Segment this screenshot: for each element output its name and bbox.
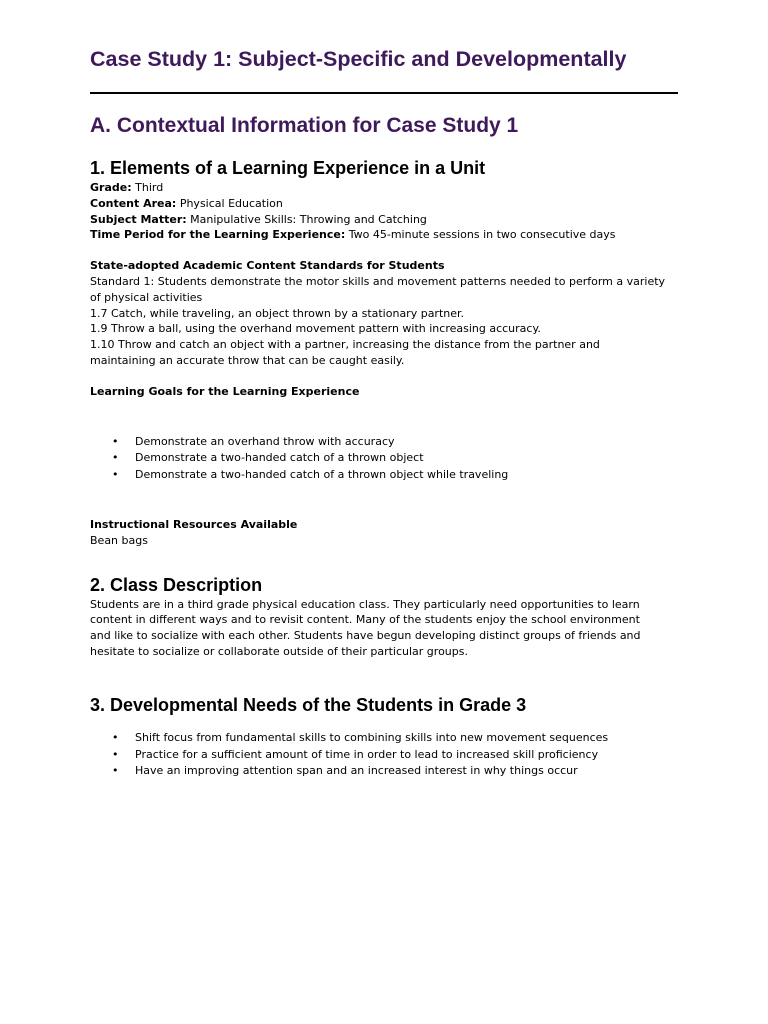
paragraph-line: hesitate to socialize or collaborate outside of their particular groups. <box>90 644 468 658</box>
standards-heading: State-adopted Academic Content Standards for Students <box>90 259 445 273</box>
list-item <box>90 434 680 451</box>
field-value: Physical Education <box>179 196 283 210</box>
class-description-text <box>90 597 680 660</box>
standards-line: maintaining an accurate throw that can be caught easily. <box>90 353 405 367</box>
field-content-area <box>90 196 680 212</box>
field-value: Two 45-minute sessions in two consecutive days <box>348 228 616 242</box>
goal-text: Demonstrate an overhand throw with accuracy <box>135 434 395 448</box>
title-divider <box>90 92 678 94</box>
bullet-icon: • <box>112 730 119 744</box>
need-text: Practice for a sufficient amount of time in order to lead to increased skill proficiency <box>135 747 599 761</box>
bullet-icon: • <box>112 747 119 761</box>
goal-text: Demonstrate a two-handed catch of a thrown object while traveling <box>135 468 509 482</box>
goals-list <box>90 434 680 484</box>
list-item <box>90 450 680 467</box>
bullet-icon: • <box>112 434 119 448</box>
list-item <box>90 747 680 764</box>
document-page <box>90 44 680 780</box>
developmental-needs-heading: 3. Developmental Needs of the Students in Grade 3 <box>90 694 527 715</box>
need-text: Have an improving attention span and an increased interest in why things occur <box>135 764 578 778</box>
standards-line: of physical activities <box>90 290 203 304</box>
paragraph-line: and like to socialize with each other. Students have begun developing distinct groups of friends and <box>90 629 641 643</box>
document-title: Case Study 1: Subject-Specific and Developmentally <box>90 47 627 71</box>
standards-line: 1.9 Throw a ball, using the overhand movement pattern with increasing accuracy. <box>90 322 541 336</box>
standards-line: Standard 1: Students demonstrate the motor skills and movement patterns needed to perform a variety <box>90 274 666 288</box>
developmental-needs-list <box>90 730 680 780</box>
resources-text: Bean bags <box>90 533 148 547</box>
field-subject-matter <box>90 212 680 228</box>
class-description-heading: 2. Class Description <box>90 574 263 595</box>
field-label: Subject Matter: <box>90 212 187 226</box>
list-item <box>90 730 680 747</box>
goals-heading: Learning Goals for the Learning Experience <box>90 384 360 398</box>
standards-block <box>90 258 680 369</box>
standards-line: 1.7 Catch, while traveling, an object thrown by a stationary partner. <box>90 306 465 320</box>
list-item <box>90 763 680 780</box>
list-item <box>90 467 680 484</box>
paragraph-line: content in different ways and to revisit content. Many of the students enjoy the school environment <box>90 613 640 627</box>
field-value: Manipulative Skills: Throwing and Catching <box>190 212 427 226</box>
elements-fields <box>90 180 680 243</box>
field-label: Time Period for the Learning Experience: <box>90 228 346 242</box>
resources-heading: Instructional Resources Available <box>90 517 298 531</box>
standards-line: 1.10 Throw and catch an object with a partner, increasing the distance from the partner and <box>90 338 600 352</box>
field-label: Content Area: <box>90 196 177 210</box>
field-grade <box>90 180 680 196</box>
field-value: Third <box>135 181 164 194</box>
paragraph-line: Students are in a third grade physical education class. They particularly need opportunities to learn <box>90 597 640 611</box>
resources-block <box>90 517 680 549</box>
field-time-period <box>90 227 680 243</box>
goals-heading-block <box>90 384 680 400</box>
field-label: Grade: <box>90 181 132 194</box>
bullet-icon: • <box>112 451 119 465</box>
need-text: Shift focus from fundamental skills to combining skills into new movement sequences <box>135 730 609 744</box>
goal-text: Demonstrate a two-handed catch of a thrown object <box>135 451 424 465</box>
section-a-heading: A. Contextual Information for Case Study 1 <box>90 114 519 137</box>
elements-heading: 1. Elements of a Learning Experience in a Unit <box>90 158 486 178</box>
bullet-icon: • <box>112 764 119 778</box>
bullet-icon: • <box>112 468 119 482</box>
